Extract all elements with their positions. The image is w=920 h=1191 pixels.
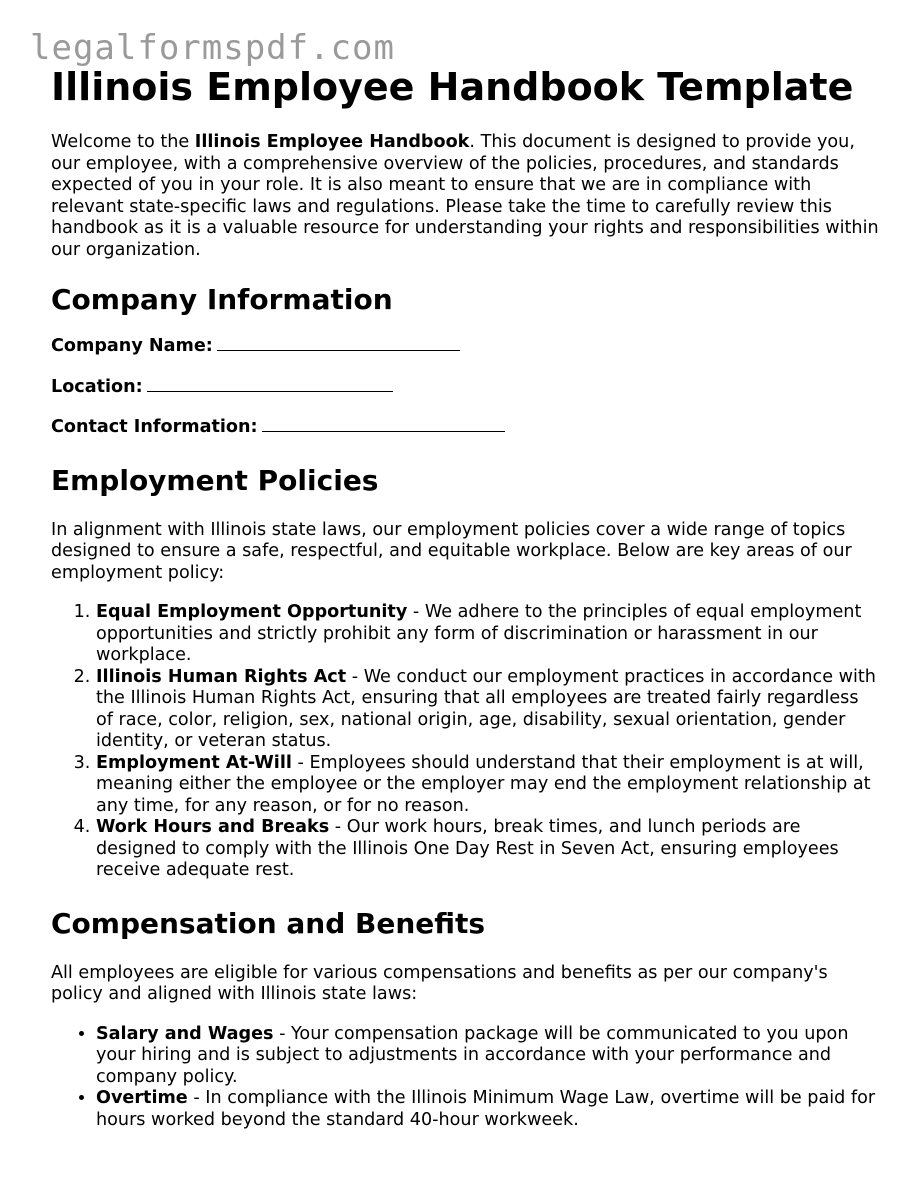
compensation-list — [51, 1024, 881, 1132]
list-item — [96, 602, 881, 667]
list-item-title: Work Hours and Breaks — [96, 817, 330, 837]
contact-information-blank[interactable] — [262, 416, 505, 432]
location-blank[interactable] — [147, 376, 393, 392]
list-item-text: - We conduct our employment practices in accordance with the Illinois Human Rights Act, ensuring that all employees are treated fairly regardless of race, color, religion, sex, national origin, age, disability, sexual orientation, gender identity, or veteran status. — [96, 666, 876, 751]
list-item — [96, 1088, 881, 1131]
page-title: Illinois Employee Handbook Template — [51, 65, 854, 109]
list-item-text: - In compliance with the Illinois Minimum Wage Law, overtime will be paid for hours worked beyond the standard 40-hour workweek. — [96, 1088, 876, 1130]
list-item-text: - We adhere to the principles of equal employment opportunities and strictly prohibit any form of discrimination or harassment in our workplace. — [96, 602, 862, 665]
list-item-text: - Our work hours, break times, and lunch periods are designed to comply with the Illinois One Day Rest in Seven Act, ensuring employees receive adequate rest. — [96, 817, 839, 880]
company-name-blank[interactable] — [217, 335, 460, 351]
company-name-field — [51, 335, 881, 358]
list-item-title: Equal Employment Opportunity — [96, 602, 408, 622]
list-item-title: Salary and Wages — [96, 1023, 274, 1044]
intro-prefix: Welcome to the — [51, 132, 195, 152]
list-item — [96, 1024, 881, 1089]
list-item-text: - Employees should understand that their employment is at will, meaning either the employee or the employer may end the employment relationship at any time, for any reason, or for no reason. — [96, 752, 871, 816]
list-item — [96, 667, 881, 753]
employment-policy-list — [51, 602, 881, 882]
document-body — [51, 64, 881, 1131]
list-item-title: Overtime — [96, 1088, 188, 1108]
list-item-title: Employment At-Will — [96, 752, 292, 773]
intro-bold: Illinois Employee Handbook — [194, 132, 470, 152]
list-item-text: - Your compensation package will be communicated to you upon your hiring and is subject to adjustments in accordance with your performance and company policy. — [96, 1023, 849, 1087]
list-item — [96, 753, 881, 818]
contact-information-label: Contact Information: — [51, 417, 258, 437]
location-field — [51, 376, 881, 399]
intro-paragraph — [51, 132, 881, 261]
list-item-title: Illinois Human Rights Act — [96, 666, 347, 687]
employment-heading: Employment Policies — [51, 463, 379, 497]
compensation-intro: All employees are eligible for various compensations and benefits as per our company's policy and aligned with Illinois state laws: — [51, 962, 828, 1004]
contact-information-field — [51, 416, 881, 439]
company-heading: Company Information — [51, 283, 393, 316]
watermark: legalformspdf.com — [30, 28, 395, 68]
intro-suffix: . This document is designed to provide you, our employee, with a comprehensive overview of the policies, procedures, and standards expected of you in your role. It is also meant to ensure that we are in compliance with relevant state-specific laws and regulations. Please take the time to carefully review this handbook as it is a valuable resource for understanding your rights and responsibilities within our organization. — [51, 132, 879, 260]
employment-intro: In alignment with Illinois state laws, our employment policies cover a wide range of topics designed to ensure a safe, respectful, and equitable workplace. Below are key areas of our employment policy: — [51, 519, 852, 583]
compensation-heading: Compensation and Benefits — [51, 906, 486, 940]
list-item — [96, 817, 881, 882]
location-label: Location: — [51, 376, 143, 397]
company-name-label: Company Name: — [51, 336, 213, 356]
